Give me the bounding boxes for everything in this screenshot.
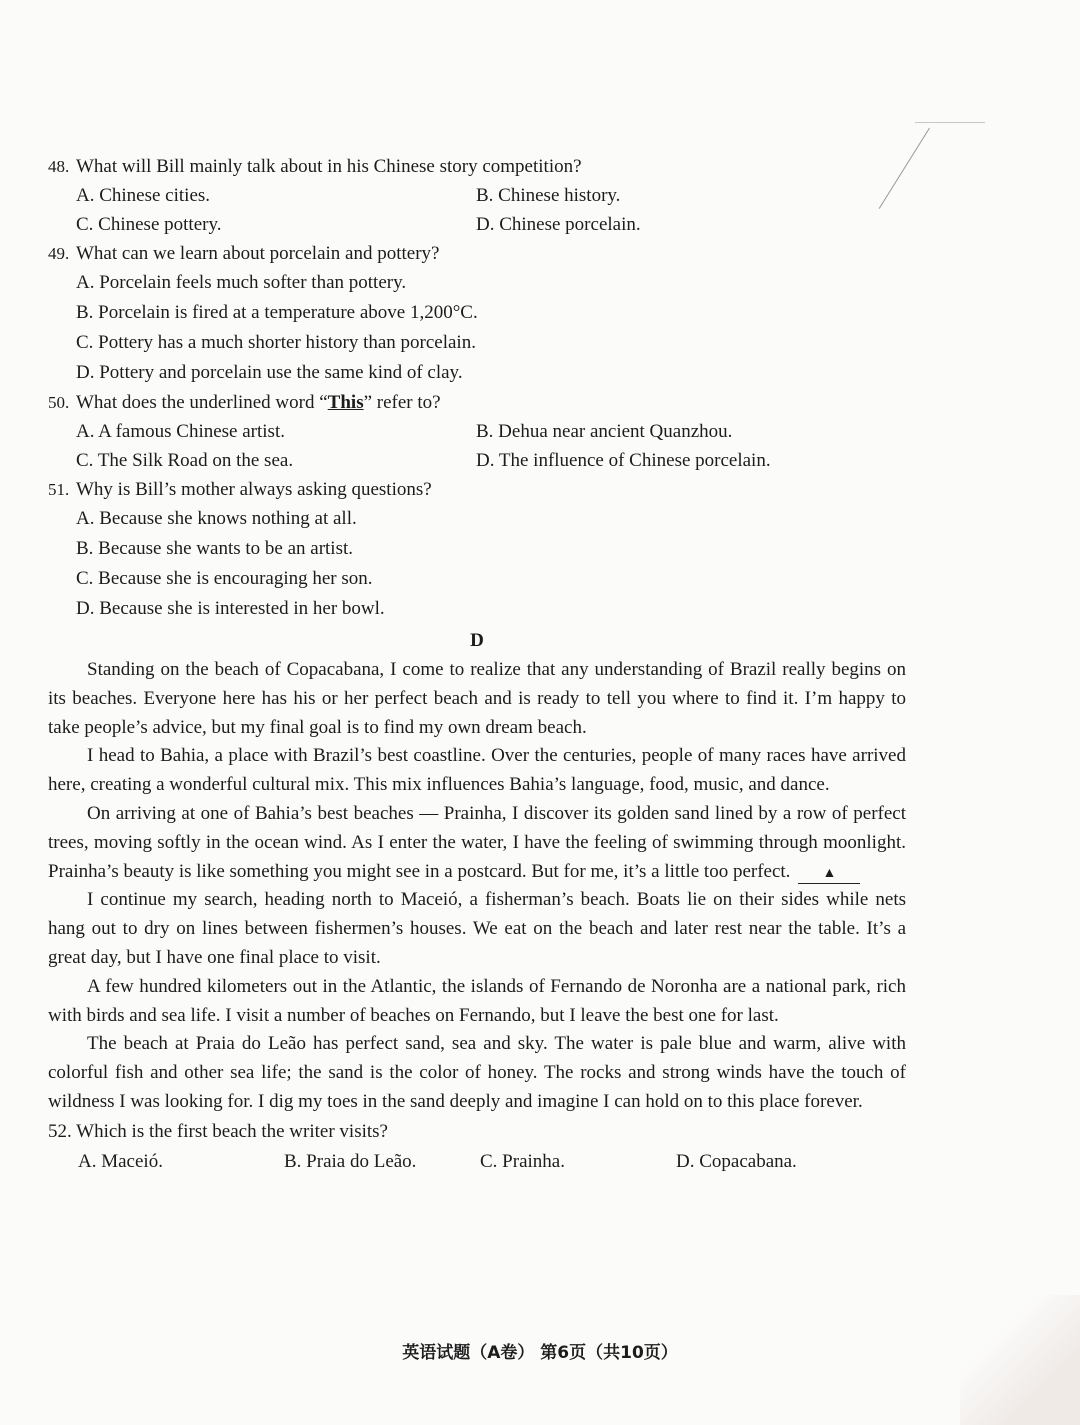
page-content (48, 152, 906, 1177)
option: D. The influence of Chinese porcelain. (476, 450, 771, 471)
scan-mark (915, 122, 985, 123)
question-stem: Why is Bill’s mother always asking questions? (76, 479, 432, 500)
option: B. Praia do Leão. (284, 1150, 417, 1172)
underlined-word: This (327, 392, 364, 413)
option: D. Chinese porcelain. (476, 214, 641, 235)
options-row (48, 1147, 906, 1177)
option: A. Because she knows nothing at all. (76, 508, 357, 529)
option: B. Porcelain is fired at a temperature above 1,200°C. (76, 302, 478, 323)
question-number: 48. (48, 157, 70, 176)
passage-paragraph: The beach at Praia do Leão has perfect sand, sea and sky. The water is pale blue and warm, alive with colorful fish and other sea life; the sand is the color of honey. The rocks and strong winds have the touch of wildness I was looking for. I dig my toes in the sand deeply and imagine I can hold on to this place forever. (48, 1033, 906, 1112)
passage-paragraph: A few hundred kilometers out in the Atlantic, the islands of Fernando de Noronha are a national park, rich with birds and sea life. I visit a number of beaches on Fernando, but I leave the best one for last. (48, 975, 906, 1026)
options-row (48, 446, 906, 475)
option: A. Maceió. (78, 1150, 163, 1172)
question-number: 49. (48, 244, 70, 263)
passage-paragraph (48, 800, 906, 886)
option: C. Chinese pottery. (76, 214, 222, 235)
options-row (48, 181, 906, 210)
option: B. Because she wants to be an artist. (76, 538, 354, 559)
triangle-icon: ▲ (822, 865, 837, 881)
scan-smudge (960, 1295, 1080, 1425)
option: B. Dehua near ancient Quanzhou. (476, 421, 733, 442)
option: A. Porcelain feels much softer than pottery. (76, 272, 407, 293)
question-stem: What can we learn about porcelain and pottery? (76, 243, 440, 264)
option: D. Because she is interested in her bowl. (76, 598, 385, 619)
answer-blank (798, 863, 860, 884)
question-number: 51. (48, 480, 70, 499)
option: B. Chinese history. (476, 185, 621, 206)
question-48 (48, 152, 906, 181)
option: C. Because she is encouraging her son. (76, 568, 373, 589)
paragraph-text: On arriving at one of Bahia’s best beaches — Prainha, I discover its golden sand lined by a row of perfect trees, moving softly in the ocean wind. As I enter the water, I have the feeling of swimming through moonlight. Prainha’s beauty is like something you might see in a postcard. But for me, it’s a little too perfect. (48, 802, 906, 882)
options-row (48, 210, 906, 239)
question-50 (48, 388, 906, 417)
question-stem: What will Bill mainly talk about in his Chinese story competition? (76, 156, 582, 177)
question-stem: 52. Which is the first beach the writer visits? (48, 1120, 388, 1142)
passage-paragraph: I head to Bahia, a place with Brazil’s best coastline. Over the centuries, people of many races have arrived here, creating a wonderful cultural mix. This mix influences Bahia’s language, food, music, and dance. (48, 745, 906, 796)
option: D. Pottery and porcelain use the same kind of clay. (76, 362, 463, 383)
page-footer: 英语试题（A卷） 第6页（共10页） (402, 1343, 678, 1363)
option: A. A famous Chinese artist. (76, 421, 285, 442)
option: C. Prainha. (480, 1150, 565, 1172)
passage-paragraph: Standing on the beach of Copacabana, I come to realize that any understanding of Brazil really begins on its beaches. Everyone here has his or her perfect beach and is ready to tell you where to find it. I’m happy to take people’s advice, but my final goal is to find my own dream beach. (48, 659, 906, 738)
option: A. Chinese cities. (76, 185, 211, 206)
question-52 (48, 1117, 906, 1147)
question-stem-start: What does the underlined word “ (76, 392, 328, 413)
question-51 (48, 475, 906, 504)
question-49 (48, 239, 906, 268)
option: C. Pottery has a much shorter history than porcelain. (76, 332, 476, 353)
passage-paragraph: I continue my search, heading north to Maceió, a fisherman’s beach. Boats lie on their sides while nets hang out to dry on lines between fishermen’s houses. We eat on the beach and later rest near the table. It’s a great day, but I have one final place to visit. (48, 889, 906, 968)
option: D. Copacabana. (676, 1150, 797, 1172)
question-number: 50. (48, 393, 70, 412)
section-title: D (470, 630, 484, 651)
question-stem-end: ” refer to? (363, 392, 441, 413)
options-row (48, 417, 906, 446)
option: C. The Silk Road on the sea. (76, 450, 294, 471)
